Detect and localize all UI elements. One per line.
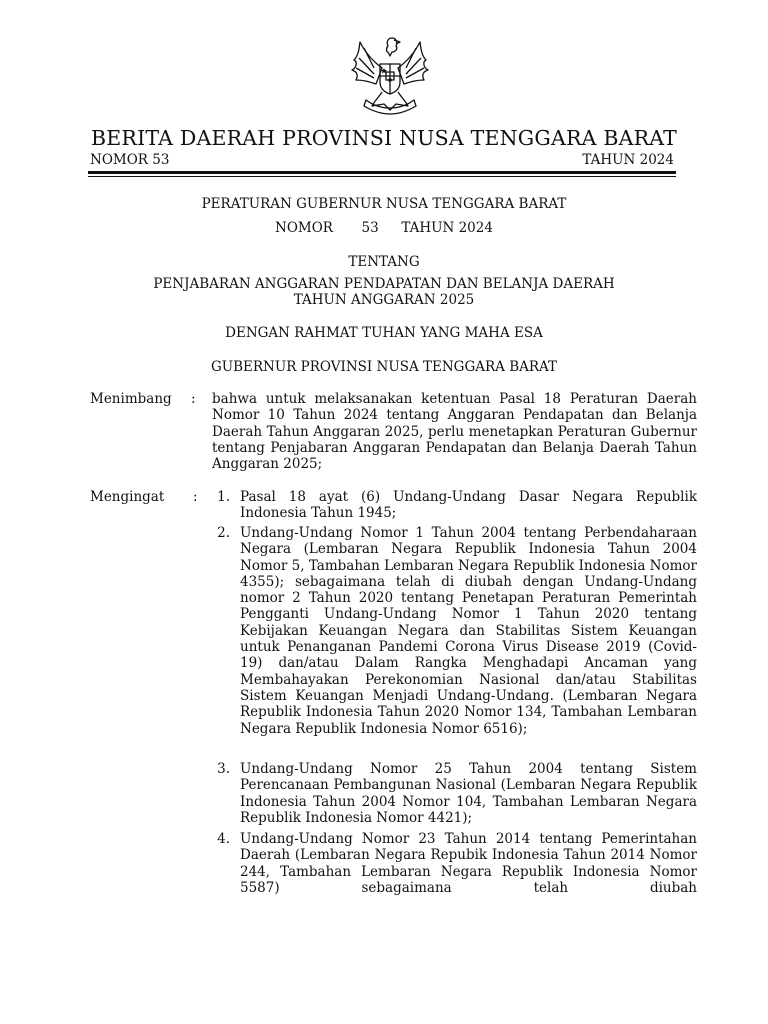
mengingat-item-text: Pasal 18 ayat (6) Undang-Undang Dasar Negara Republik Indonesia Tahun 1945; bbox=[240, 489, 697, 522]
mengingat-label: Mengingat bbox=[90, 489, 165, 505]
mengingat-item-text: Undang-Undang Nomor 1 Tahun 2004 tentang Perbendaharaan Negara (Lembaran Negara Republik Indonesia Tahun 2004 Nomor 5, Tambahan Lembaran Negara Republik Indonesia Nomor 4355); sebagaimana telah di diubah dengan Undang-Undang nomor 2 Tahun 2020 tentang Penetapan Peraturan Pemerintah Pengganti Undang-Undang Nomor 1 Tahun 2020 tentang Kebijakan Keuangan Negara dan Stabilitas Sistem Keuangan untuk Penanganan Pandemi Corona Virus Disease 2019 (Covid-19) dan/atau Dalam Rangka Menghadapi Ancaman yang Membahayakan Perekonomian Nasional dan/atau Stabilitas Sistem Keuangan Menjadi Undang-Undang. (Lembaran Negara Republik Indonesia Tahun 2020 Nomor 134, Tambahan Lembaran Negara Republik Indonesia Nomor 6516); bbox=[240, 525, 697, 737]
regulation-type: PERATURAN GUBERNUR NUSA TENGGARA BARAT bbox=[201, 196, 567, 212]
regulation-number-value: 53 bbox=[361, 220, 379, 236]
gazette-year: TAHUN 2024 bbox=[582, 152, 674, 168]
mengingat-item-number: 1. bbox=[217, 489, 230, 505]
regulation-subject-line2: TAHUN ANGGARAN 2025 bbox=[293, 292, 475, 308]
gazette-number: NOMOR 53 bbox=[90, 152, 170, 168]
tentang-heading: TENTANG bbox=[348, 254, 420, 270]
mengingat-item-number: 4. bbox=[217, 831, 230, 847]
regulation-number-line bbox=[0, 220, 768, 236]
regulation-year: TAHUN 2024 bbox=[401, 220, 493, 236]
menimbang-section bbox=[0, 391, 768, 481]
rahmat-line: DENGAN RAHMAT TUHAN YANG MAHA ESA bbox=[225, 325, 543, 341]
governor-line: GUBERNUR PROVINSI NUSA TENGGARA BARAT bbox=[210, 359, 558, 375]
mengingat-item-number: 2. bbox=[217, 525, 230, 541]
header-rule-thick bbox=[88, 171, 676, 174]
mengingat-item-text: Undang-Undang Nomor 25 Tahun 2004 tentang Sistem Perencanaan Pembangunan Nasional (Lembaran Negara Republik Indonesia Tahun 2004 Nomor 104, Tambahan Lembaran Negara Republik Indonesia Nomor 4421); bbox=[240, 761, 697, 826]
menimbang-label: Menimbang bbox=[90, 391, 172, 407]
menimbang-colon: : bbox=[191, 391, 196, 407]
mengingat-item-number: 3. bbox=[217, 761, 230, 777]
regulation-subject-line1: PENJABARAN ANGGARAN PENDAPATAN DAN BELANJA DAERAH bbox=[153, 276, 615, 292]
mengingat-section bbox=[0, 489, 768, 919]
regulation-number-label: NOMOR bbox=[275, 220, 333, 236]
garuda-emblem-icon bbox=[344, 34, 436, 118]
header-rule-thin bbox=[88, 176, 676, 177]
gazette-title: BERITA DAERAH PROVINSI NUSA TENGGARA BARAT bbox=[91, 126, 677, 150]
mengingat-item-text: Undang-Undang Nomor 23 Tahun 2014 tentang Pemerintahan Daerah (Lembaran Negara Repubik Indonesia Tahun 2014 Nomor 244, Tambahan Lembaran Negara Republik Indonesia Nomor 5587) sebagaimana telah diubah bbox=[240, 831, 697, 896]
mengingat-colon: : bbox=[193, 489, 198, 505]
menimbang-text: bahwa untuk melaksanakan ketentuan Pasal 18 Peraturan Daerah Nomor 10 Tahun 2024 tentang Anggaran Pendapatan dan Belanja Daerah Tahun Anggaran 2025, perlu menetapkan Peraturan Gubernur tentang Penjabaran Anggaran Pendapatan dan Belanja Daerah Tahun Anggaran 2025; bbox=[212, 391, 697, 473]
